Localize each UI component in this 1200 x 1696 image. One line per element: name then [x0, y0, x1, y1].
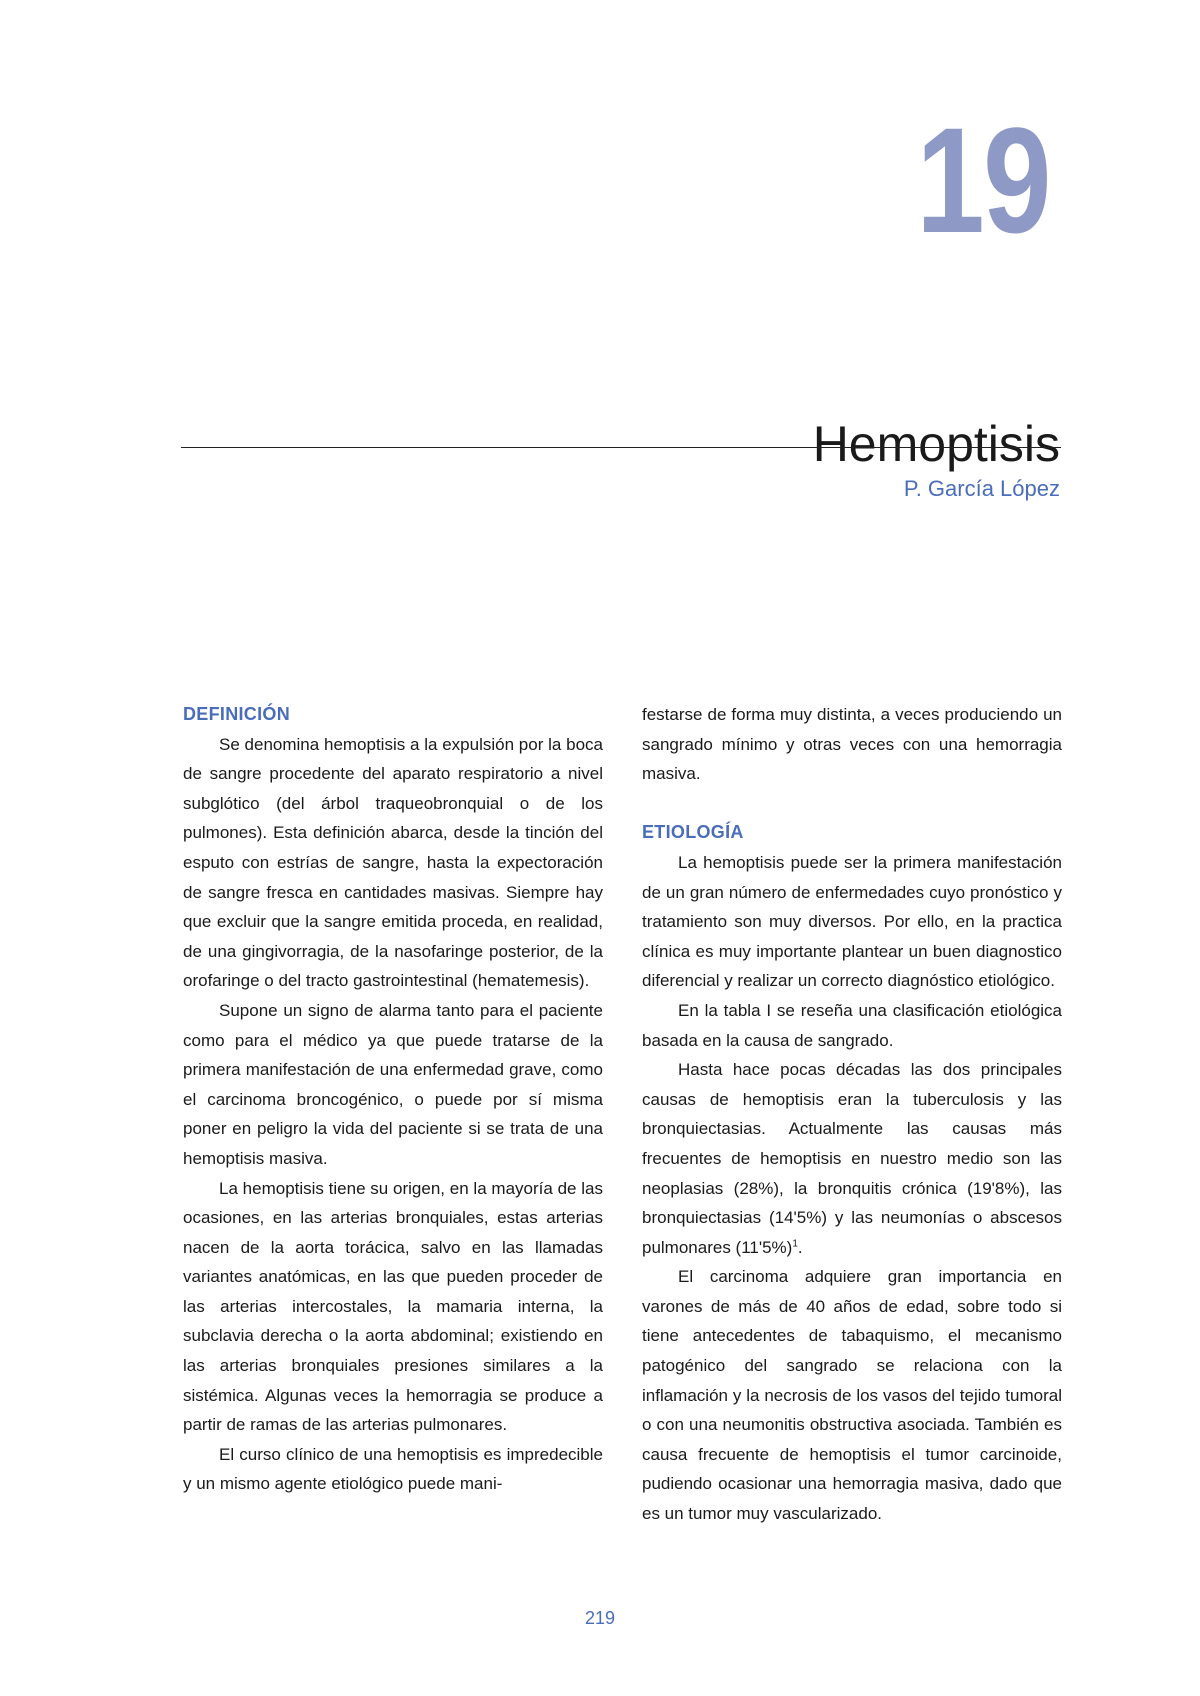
paragraph: La hemoptisis puede ser la primera manifestación de un gran número de enfermedades cuyo pronóstico y tratamiento son muy diversos. Por ello, en la practica clínica es muy importante plantear un buen diagnostico diferencial y realizar un correcto diagnóstico etiológico. — [642, 852, 1062, 991]
paragraph: Supone un signo de alarma tanto para el paciente como para el médico ya que puede tratarse de la primera manifestación de una enfermedad grave, como el carcinoma broncogénico, o puede por sí misma poner en peligro la vida del paciente si se trata de una hemoptisis masiva. — [183, 1000, 603, 1168]
section-heading-definicion: DEFINICIÓN — [183, 704, 291, 724]
right-column — [642, 700, 1062, 1529]
chapter-number: 19 — [916, 96, 1050, 264]
section-heading-etiologia: ETIOLOGÍA — [642, 822, 744, 843]
section-spacer — [642, 789, 1062, 819]
paragraph-text: Hasta hace pocas décadas las dos principales causas de hemoptisis eran la tuberculosis y las bronquiectasias. Actualmente las causas más frecuentes de hemoptisis en nuestro medio son las neoplasias (28%), la bronquitis crónica (19'8%), las bronquiectasias (14'5%) y las neumonías o abscesos pulmonares (11'5%) — [642, 1060, 1062, 1257]
paragraph-continuation: festarse de forma muy distinta, a veces produciendo un sangrado mínimo y otras veces con una hemorragia masiva. — [642, 705, 1062, 784]
paragraph: El curso clínico de una hemoptisis es impredecible y un mismo agente etiológico puede mani- — [183, 1444, 603, 1494]
paragraph-with-reference — [642, 1055, 1062, 1262]
page-number: 219 — [584, 1608, 616, 1628]
paragraph: En la tabla I se reseña una clasificación etiológica basada en la causa de sangrado. — [642, 1000, 1062, 1050]
author-name: P. García López — [903, 476, 1060, 501]
chapter-title: Hemoptisis — [812, 415, 1060, 472]
left-column — [183, 700, 603, 1499]
title-divider — [181, 447, 1061, 448]
reference-mark: 1 — [792, 1238, 798, 1250]
paragraph: La hemoptisis tiene su origen, en la mayoría de las ocasiones, en las arterias bronquiales, estas arterias nacen de la aorta torácica, salvo en las llamadas variantes anatómicas, en las que pueden proceder de las arterias intercostales, la mamaria interna, la subclavia derecha o la aorta abdominal; existiendo en las arterias bronquiales presiones similares a la sistémica. Algunas veces la hemorragia se produce a partir de ramas de las arterias pulmonares. — [183, 1178, 603, 1435]
paragraph: Se denomina hemoptisis a la expulsión por la boca de sangre procedente del aparato respiratorio a nivel subglótico (del árbol traqueobronquial o de los pulmones). Esta definición abarca, desde la tinción del esputo con estrías de sangre, hasta la expectoración de sangre fresca en cantidades masivas. Siempre hay que excluir que la sangre emitida proceda, en realidad, de una gingivorragia, de la nasofaringe posterior, de la orofaringe o del tracto gastrointestinal (hematemesis). — [183, 734, 603, 991]
paragraph-tail: . — [797, 1237, 803, 1257]
paragraph: El carcinoma adquiere gran importancia en varones de más de 40 años de edad, sobre todo si tiene antecedentes de tabaquismo, el mecanismo patogénico del sangrado se relaciona con la inflamación y la necrosis de los vasos del tejido tumoral o con una neumonitis obstructiva asociada. También es causa frecuente de hemoptisis el tumor carcinoide, pudiendo ocasionar una hemorragia masiva, dado que es un tumor muy vascularizado. — [642, 1267, 1062, 1524]
